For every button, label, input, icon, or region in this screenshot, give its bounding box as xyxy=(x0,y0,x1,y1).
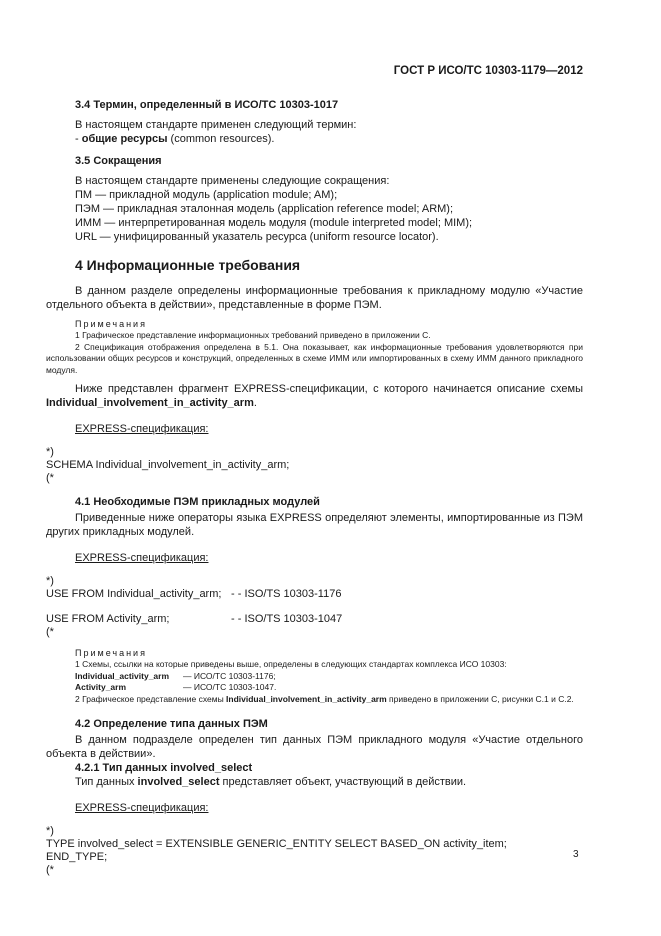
section-3-4-intro: В настоящем стандарте применен следующий термин: xyxy=(75,119,357,131)
code-line xyxy=(46,588,583,601)
standard-header: ГОСТ Р ИСО/ТС 10303-1179—2012 xyxy=(393,65,583,77)
express-intro-end: . xyxy=(253,397,257,409)
code-block xyxy=(46,446,583,485)
note-1: 1 Графическое представление информационных требований приведено в приложении С. xyxy=(75,330,431,340)
code-block xyxy=(46,825,583,877)
term-line xyxy=(75,132,583,146)
notes-block xyxy=(46,659,583,705)
abbrev-item: URL — унифицированный указатель ресурса (uniform resource locator). xyxy=(75,231,439,243)
code-line: (* xyxy=(46,864,54,876)
abbrev-item: ПЭМ — прикладная эталонная модель (application reference model; ARM); xyxy=(75,203,454,215)
note-2 xyxy=(46,694,583,706)
note-1: 1 Схемы, ссылки на которые приведены выше, определены в следующих стандартах комплекса ИСО 10303: xyxy=(75,659,507,669)
code-line: (* xyxy=(46,472,54,484)
term-prefix: - xyxy=(75,133,82,145)
type-para-end: представляет объект, участвующий в действии. xyxy=(219,776,467,788)
note-2-text: 2 Графическое представление схемы xyxy=(75,693,227,704)
code-block xyxy=(46,575,583,639)
use-comment: - - ISO/TS 10303-1176 xyxy=(231,588,342,600)
abbrev-item: ИММ — интерпретированная модель модуля (module interpreted model; MIM); xyxy=(75,217,473,229)
use-comment: - - ISO/TS 10303-1047 xyxy=(231,613,343,625)
ref-name: Individual_activity_arm xyxy=(75,670,170,681)
section-4-1-paragraph: Приведенные ниже операторы языка EXPRESS определяют элементы, импортированные из ПЭМ других прикладных модулей. xyxy=(46,512,583,538)
term-rest: (common resources). xyxy=(167,133,275,145)
type-para-text: Тип данных xyxy=(75,776,138,788)
schema-name-bold: Individual_involvement_in_activity_arm xyxy=(46,397,254,409)
code-line: *) xyxy=(46,446,54,458)
code-line xyxy=(46,613,583,626)
express-intro-paragraph xyxy=(46,382,583,410)
use-stmt: USE FROM Individual_activity_arm; xyxy=(46,588,222,600)
ref-line xyxy=(75,682,583,694)
section-4-2-heading: 4.2 Определение типа данных ПЭМ xyxy=(75,718,268,730)
page-number: 3 xyxy=(573,849,579,860)
ref-value: — ИСО/ТС 10303-1176; xyxy=(183,670,276,681)
section-3-5-heading: 3.5 Сокращения xyxy=(75,155,162,167)
use-stmt: USE FROM Activity_arm; xyxy=(46,613,170,625)
section-4-2-1-paragraph xyxy=(46,775,583,789)
express-spec-label: EXPRESS-спецификация: xyxy=(75,423,209,435)
notes-title: Примечания xyxy=(75,319,147,329)
type-name-bold: involved_select xyxy=(137,776,220,788)
abbrev-item: ПМ — прикладной модуль (application module; AM); xyxy=(75,189,338,201)
section-4-2-paragraph: В данном подразделе определен тип данных ПЭМ прикладного модуля «Участие отдельного объекта в действии». xyxy=(46,734,583,760)
ref-name: Activity_arm xyxy=(75,682,127,692)
express-intro-text: Ниже представлен фрагмент EXPRESS-спецификации, с которого начинается описание схемы xyxy=(75,383,583,395)
code-line: *) xyxy=(46,825,54,837)
term-bold: общие ресурсы xyxy=(81,133,168,145)
ref-value: — ИСО/ТС 10303-1047. xyxy=(183,682,277,692)
section-4-2-1-heading: 4.2.1 Тип данных involved_select xyxy=(75,762,253,774)
section-4-paragraph: В данном разделе определены информационные требования к прикладному модулю «Участие отдельного объекта в действии», представленные в форме ПЭМ. xyxy=(46,285,583,311)
notes-title: Примечания xyxy=(75,648,147,658)
note-2: 2 Спецификация отображения определена в 5.1. Она показывает, как информационные требования удовлетворяются при использовании общих ресурсов и конструкций, определенных в схеме ИММ или импортированных в схему ИММ данного прикладного модуля. xyxy=(46,341,583,375)
code-line: (* xyxy=(46,626,54,638)
note-2-end: приведено в приложении С, рисунки С.1 и С.2. xyxy=(386,693,574,704)
section-4-heading: 4 Информационные требования xyxy=(75,257,301,273)
code-line: END_TYPE; xyxy=(46,851,108,863)
ref-line xyxy=(75,671,583,683)
note-2-bold: Individual_involvement_in_activity_arm xyxy=(226,693,387,704)
code-line: *) xyxy=(46,575,54,587)
express-spec-label: EXPRESS-спецификация: xyxy=(75,552,209,564)
notes-block xyxy=(46,330,583,376)
section-3-4-heading: 3.4 Термин, определенный в ИСО/ТС 10303-1017 xyxy=(75,99,339,111)
section-4-1-heading: 4.1 Необходимые ПЭМ прикладных модулей xyxy=(75,496,320,508)
express-spec-label: EXPRESS-спецификация: xyxy=(75,802,209,814)
section-3-5-intro: В настоящем стандарте применены следующие сокращения: xyxy=(75,175,390,187)
code-line: SCHEMA Individual_involvement_in_activity_arm; xyxy=(46,459,290,471)
code-line: TYPE involved_select = EXTENSIBLE GENERIC_ENTITY SELECT BASED_ON activity_item; xyxy=(46,838,507,850)
